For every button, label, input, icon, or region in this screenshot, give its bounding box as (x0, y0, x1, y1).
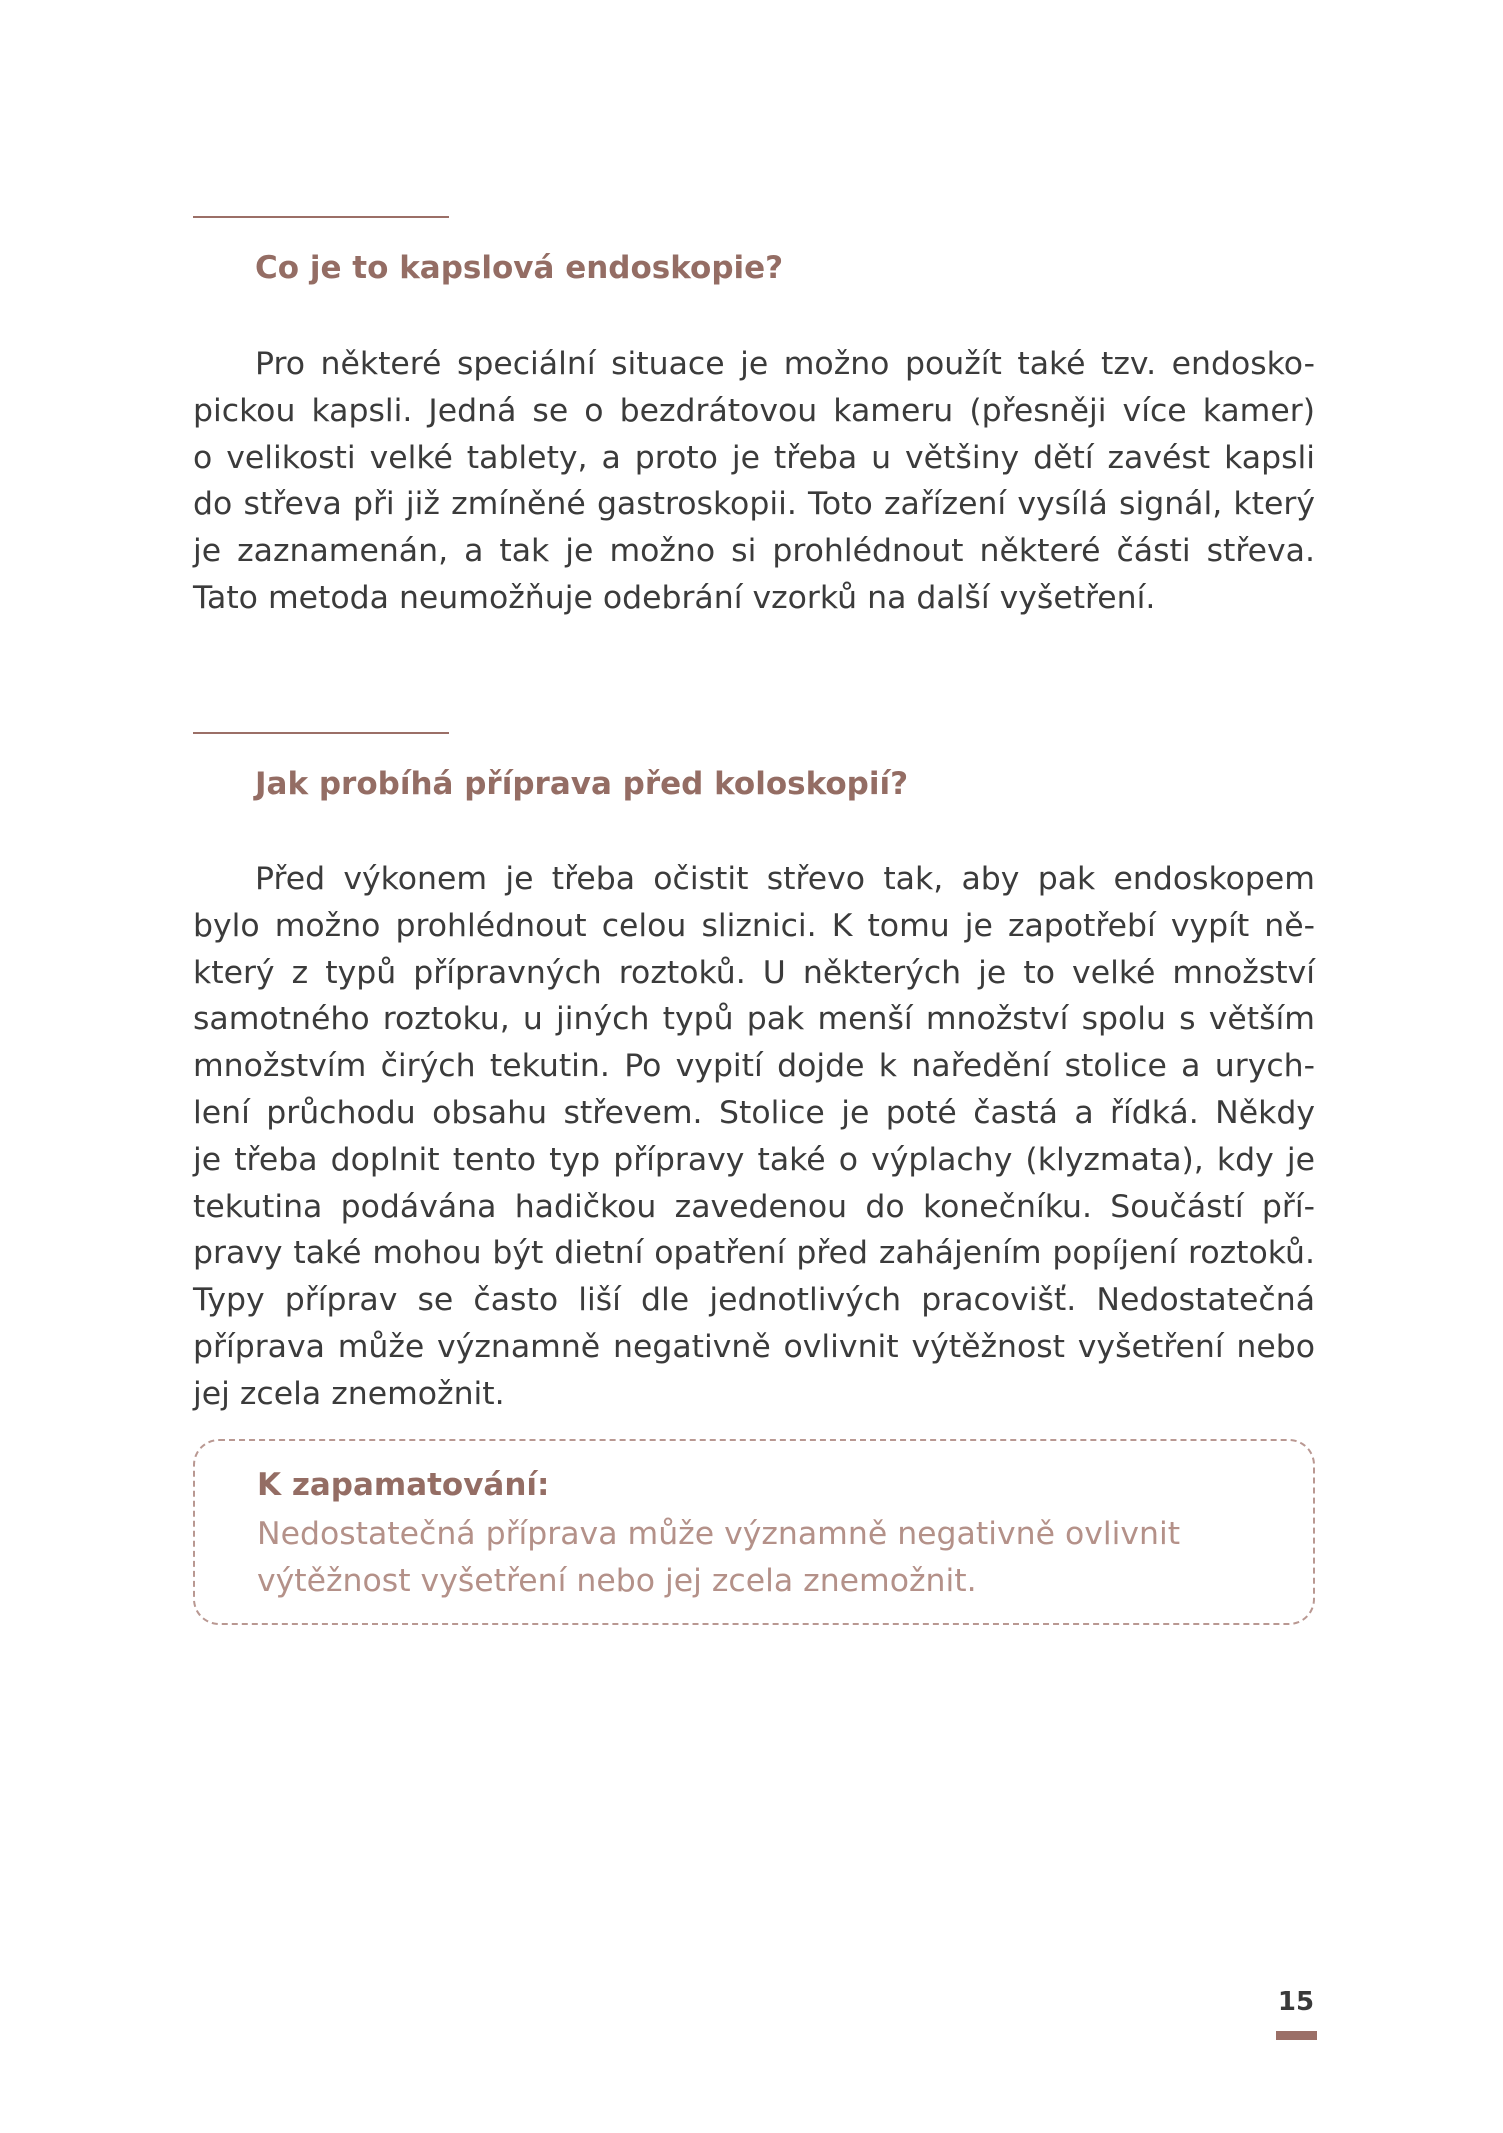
paragraph-line: pickou kapsli. Jedná se o bezdrátovou kameru (přesněji více kamer) (193, 392, 1315, 429)
callout-title: K zapamatování: (257, 1467, 550, 1503)
section-heading: Jak probíhá příprava před koloskopií? (255, 766, 909, 802)
paragraph-line: který z typů přípravných roztoků. U některých je to velké množství (193, 954, 1315, 991)
paragraph-line: tekutina podávána hadičkou zavedenou do konečníku. Součástí pří- (193, 1188, 1315, 1225)
paragraph-line: Tato metoda neumožňuje odebrání vzorků na další vyšetření. (193, 579, 1156, 616)
paragraph-line: bylo možno prohlédnout celou sliznici. K tomu je zapotřebí vypít ně- (193, 907, 1315, 944)
paragraph-line: množstvím čirých tekutin. Po vypití dojde k naředění stolice a urych- (193, 1048, 1315, 1085)
paragraph-line: jej zcela znemožnit. (193, 1375, 505, 1412)
paragraph-line: pravy také mohou být dietní opatření před zahájením popíjení roztoků. (193, 1235, 1315, 1272)
paragraph-line: Před výkonem je třeba očistit střevo tak, aby pak endoskopem (255, 861, 1315, 897)
paragraph-line: Pro některé speciální situace je možno použít také tzv. endosko- (255, 346, 1315, 382)
paragraph-line: je zaznamenán, a tak je možno si prohlédnout některé části střeva. (193, 533, 1315, 570)
section-divider (193, 216, 449, 218)
paragraph-line: lení průchodu obsahu střevem. Stolice je poté častá a řídká. Někdy (193, 1094, 1315, 1131)
paragraph (193, 341, 1315, 622)
reminder-callout (193, 1439, 1315, 1625)
section-heading: Co je to kapslová endoskopie? (255, 250, 784, 286)
paragraph-line: příprava může významně negativně ovlivnit výtěžnost vyšetření nebo (193, 1328, 1315, 1365)
paragraph-line: do střeva při již zmíněné gastroskopii. Toto zařízení vysílá signál, který (193, 486, 1315, 523)
paragraph-line: Typy příprav se často liší dle jednotlivých pracovišť. Nedostatečná (193, 1282, 1315, 1319)
section-divider (193, 732, 449, 734)
paragraph-line: o velikosti velké tablety, a proto je třeba u většiny dětí zavést kapsli (193, 439, 1315, 476)
callout-line: Nedostatečná příprava může významně negativně ovlivnit (257, 1516, 1181, 1552)
paragraph-line: samotného roztoku, u jiných typů pak menší množství spolu s větším (193, 1001, 1315, 1038)
page-number-bar (1276, 2031, 1317, 2040)
callout-line: výtěžnost vyšetření nebo jej zcela znemožnit. (257, 1562, 977, 1599)
page-number: 15 (1277, 1987, 1315, 2017)
paragraph-line: je třeba doplnit tento typ přípravy také o výplachy (klyzmata), kdy je (193, 1141, 1315, 1178)
paragraph (193, 856, 1315, 1418)
callout-text (257, 1511, 1180, 1605)
